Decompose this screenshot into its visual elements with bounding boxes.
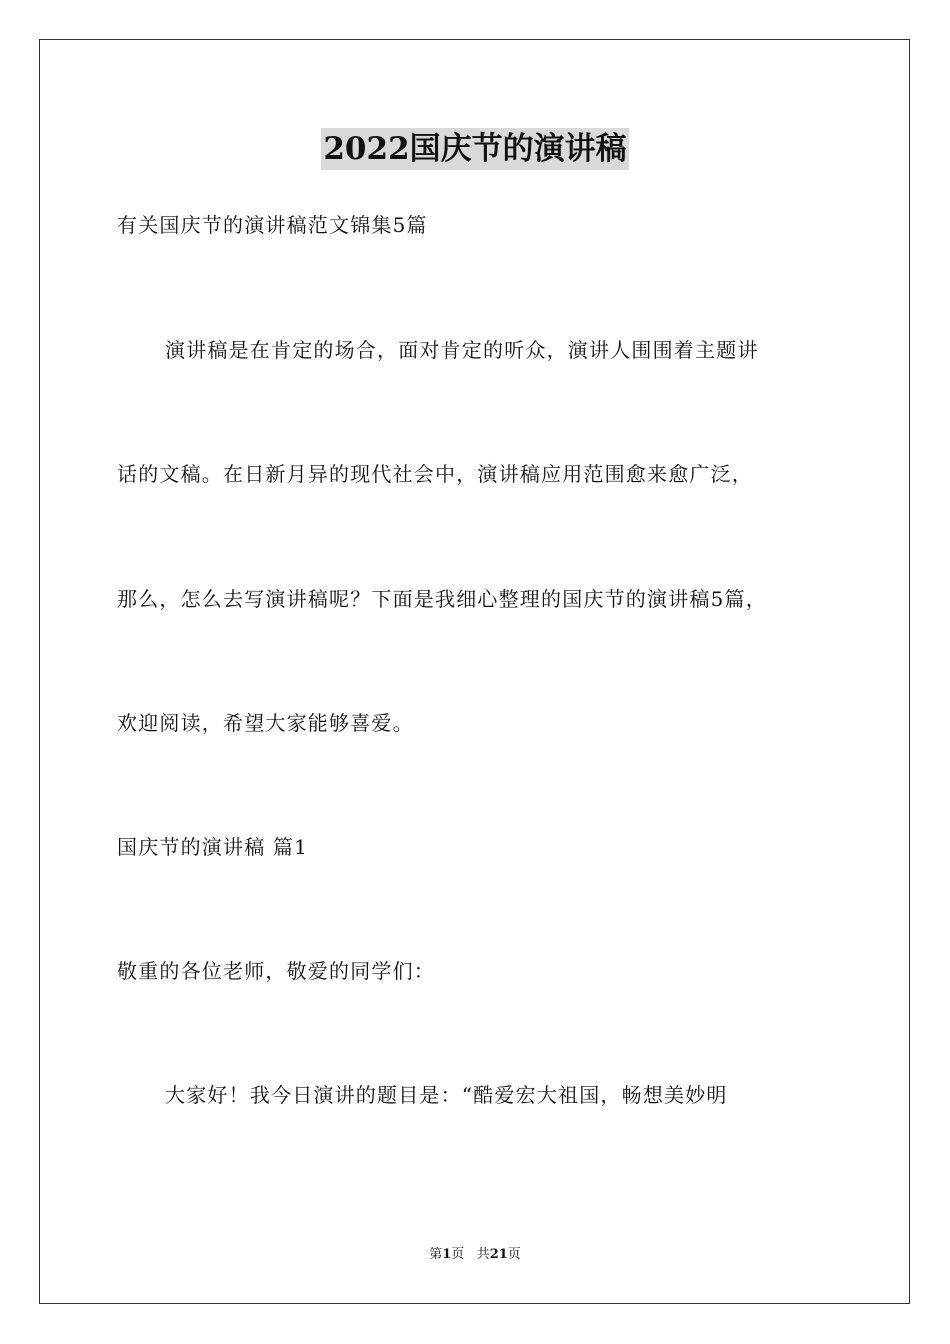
page-footer — [0, 1246, 950, 1264]
total-pages: 21 — [489, 1247, 508, 1262]
paragraph-line: 那么，怎么去写演讲稿呢？下面是我细心整理的国庆节的演讲稿5篇， — [117, 587, 767, 611]
total-suffix: 页 — [507, 1247, 521, 1262]
paragraph-line: 演讲稿是在肯定的场合，面对肯定的听众，演讲人围围着主题讲 — [165, 338, 759, 362]
salutation-line: 敬重的各位老师，敬爱的同学们： — [117, 959, 435, 983]
page-prefix: 第 — [429, 1247, 443, 1262]
paragraph-line: 话的文稿。在日新月异的现代社会中，演讲稿应用范围愈来愈广泛， — [117, 462, 753, 486]
title-container — [0, 128, 950, 170]
subtitle-line: 有关国庆节的演讲稿范文锦集5篇 — [117, 213, 428, 237]
page-number: 1 — [442, 1247, 452, 1262]
page-suffix: 页 — [451, 1247, 465, 1262]
paragraph-line: 大家好！我今日演讲的题目是：“酷爱宏大祖国，畅想美妙明 — [165, 1083, 728, 1107]
document-title: 2022国庆节的演讲稿 — [321, 128, 628, 170]
total-prefix: 共 — [476, 1247, 490, 1262]
section-heading: 国庆节的演讲稿 篇1 — [117, 835, 309, 859]
paragraph-line: 欢迎阅读，希望大家能够喜爱。 — [117, 711, 414, 735]
